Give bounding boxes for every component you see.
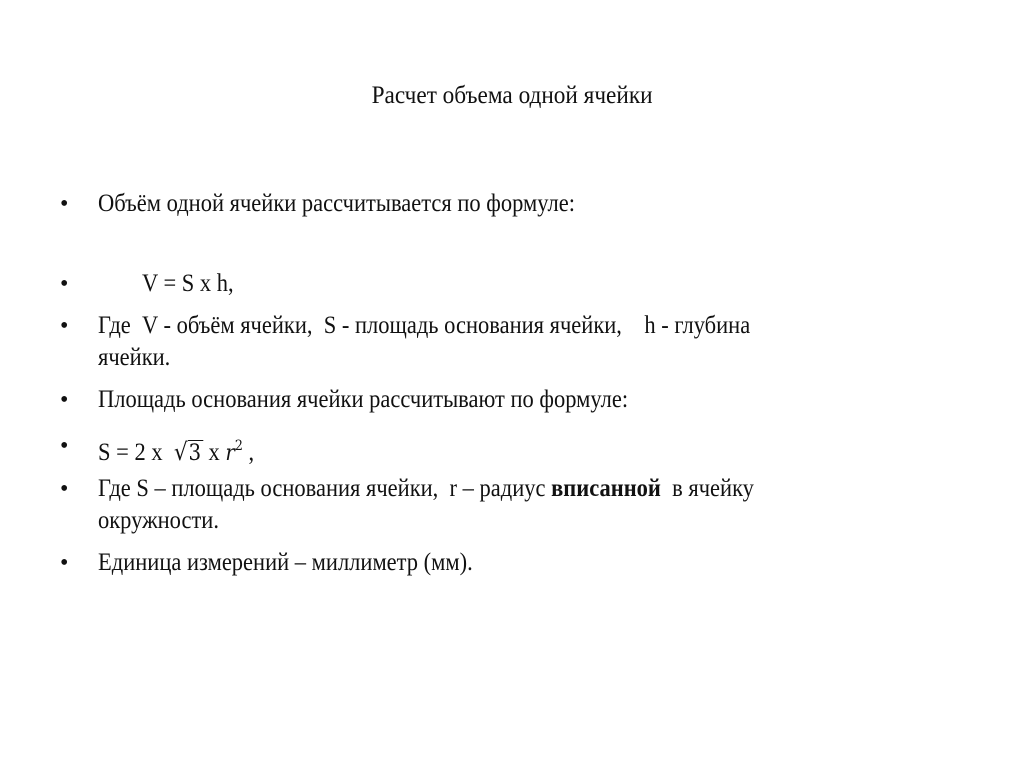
slide-title-text: Расчет объема одной ячейки [371,82,653,109]
emphasis-inscribed: вписанной [551,475,661,502]
bullet-text: Площадь основания ячейки рассчитывают по формуле: [98,386,629,413]
bullet-text: Единица измерений – миллиметр (мм). [98,549,473,576]
definition-text: Где S – площадь основания ячейки, r – радиус [98,475,552,502]
bullet-text-line2: ячейки. [98,344,171,371]
bullet-text-line1 [98,473,754,505]
formula-suffix: , [242,439,255,466]
exponent: 2 [234,438,243,454]
formula-prefix: S = 2 x [98,439,169,466]
bullet-icon: • [60,550,69,576]
bullet-icon: • [60,313,69,339]
bullet-text-line1: Где V - объём ячейки, S - площадь основания ячейки, h - глубина [98,312,751,339]
bullet-text-line2: окружности. [98,507,219,534]
bullet-text: Объём одной ячейки рассчитывается по формуле: [98,190,575,217]
radical-icon: √ [173,438,188,466]
times-sign: x [202,439,226,466]
bullet-icon: • [60,476,69,502]
bullet-icon: • [60,271,69,297]
radicand: 3 [188,441,202,466]
bullet-icon: • [60,433,69,459]
bullet-icon: • [60,191,69,217]
square-root [174,436,203,470]
bullet-icon: • [60,387,69,413]
definition-text-end: в ячейку [660,475,754,502]
area-formula [98,430,254,470]
radius-variable: r [225,441,235,466]
volume-formula: V = S x h, [142,270,234,297]
